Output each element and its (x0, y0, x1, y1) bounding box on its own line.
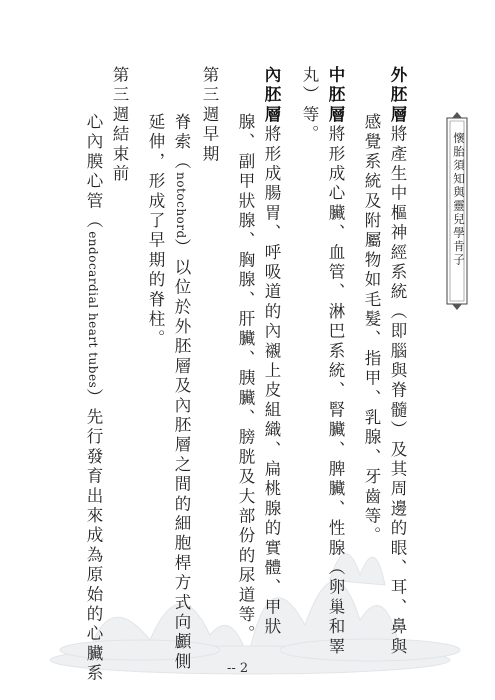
notochord-latin: notochord (174, 172, 188, 239)
endoderm-line-1 (260, 66, 282, 637)
heart-tube-latin: endocardial heart tubes (86, 231, 100, 389)
week3-end-heading: 第三週結束前 (110, 66, 129, 185)
endoderm-term: 內胚層 (262, 66, 281, 126)
endoderm-text-1: 將形成腸胃、呼吸道的內襯上皮組織、扁桃腺的實體、甲狀 (262, 125, 281, 638)
week3-early-line-2: 延伸，形成了早期的脊柱。 (146, 113, 165, 350)
mesoderm-term: 中胚層 (326, 66, 345, 126)
ectoderm-term: 外胚層 (388, 66, 407, 126)
week3-end-line-1 (82, 113, 104, 684)
page-number: -- 2 (227, 661, 249, 676)
week3-early-heading: 第三週早期 (200, 66, 219, 165)
week3-early-line-1 (170, 113, 192, 672)
notochord-pre: 脊索（ (172, 113, 191, 173)
heart-tube-pre: 心內膜心管（ (84, 113, 103, 232)
mesoderm-text-1: 將形成心臟、血管、淋巴系統、腎臟、脾臟、性腺（卵巢和睪 (326, 125, 345, 658)
notochord-post: ）以位於外胚層及內胚層之間的細胞桿方式向顱側 (172, 238, 191, 673)
heart-tube-post: ）先行發育出來成為原始的心臟系 (84, 388, 103, 684)
endoderm-line-2: 腺、副甲狀腺、胸腺、肝臟、胰臟、膀胱及大部份的尿道等。 (236, 113, 255, 645)
mesoderm-line-1 (324, 66, 346, 657)
ectoderm-line-1 (386, 66, 408, 657)
ectoderm-text-1: 將產生中樞神經系統（即腦與脊髓）及其周邊的眼、耳、鼻與 (388, 125, 407, 658)
ectoderm-line-2: 感覺系統及附屬物如毛髮、指甲、乳腺、牙齒等。 (362, 113, 381, 547)
mesoderm-line-2: 丸）等。 (300, 66, 319, 145)
header-title: 懷胎須知與靈兒學肯子 (452, 132, 466, 267)
